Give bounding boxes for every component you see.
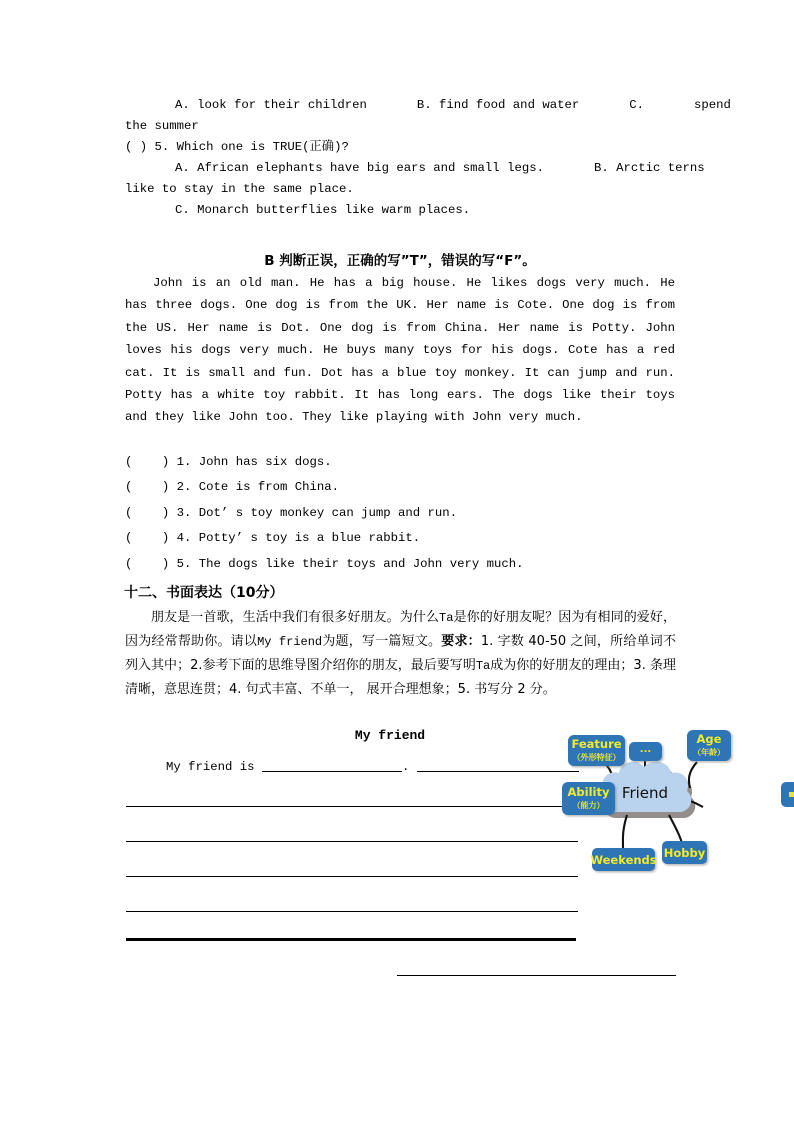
essay-starter-period: . <box>401 760 410 774</box>
q5-option-b: B. Arctic terns <box>593 161 705 175</box>
answer-line-1[interactable] <box>126 806 578 807</box>
mindmap-node-partial-right[interactable] <box>781 782 794 807</box>
passage-text: John is an old man. He has a big house. He likes dogs very much. He has three dogs. One dog is from the UK. Her name is Cote. One dog is from the US. Her name is Dot. One dog is from China. Her name is Potty. John loves his dogs very much. He buys many toys for his dogs. Cote has a red cat. It is small and fun. Dot has a blue toy monkey. It can jump and run. Potty has a white toy rabbit. It has long ears. The dogs like their toys and they like John too. They like playing with John very much. <box>125 276 675 425</box>
connector-age <box>689 762 697 788</box>
connector-weekends <box>623 815 627 848</box>
instruction-part-4: 1. 字数 40-50 之间，所给单词不列入其中；2.参考下面的思维导图介绍你的朋友，最后要写明 <box>125 634 676 673</box>
instruction-part-2: 是你的好朋友呢？因为有相同的爱好，因为经常帮助你。请以 <box>125 610 676 649</box>
multiple-choice-tail-block <box>125 95 731 221</box>
instruction-part-1: 朋友是一首歌，生活中我们有很多好朋友。为什么 <box>151 610 440 625</box>
writing-instructions <box>125 606 676 701</box>
mindmap-node-ability-en: Ability <box>567 785 610 799</box>
instruction-topic: My friend <box>257 635 323 649</box>
mc-option-c: C. <box>629 98 644 112</box>
q5-option-c: C. Monarch butterflies like warm places. <box>175 203 471 217</box>
question-5-stem: ( ) 5. Which one is TRUE(正确)? <box>125 140 349 154</box>
mindmap-node-age-en: Age <box>696 732 722 746</box>
instruction-part-5: 成为你的好朋友的理由；3. 条理清晰，意思连贯；4. 句式丰富、不单一， 展开合理想象；5. 书写分 2 分。 <box>125 658 676 697</box>
tf-question-3: ( ) 3. Dot’ s toy monkey can jump and run. <box>125 505 458 520</box>
question-5-options-row <box>125 158 705 179</box>
q5-option-a: A. African elephants have big ears and small legs. <box>175 161 544 175</box>
instruction-ta-2: Ta <box>475 659 491 673</box>
essay-blank-1[interactable] <box>262 771 402 772</box>
answer-line-3[interactable] <box>126 876 578 877</box>
answer-line-6[interactable] <box>397 975 676 976</box>
mc-option-continuation: the summer <box>125 119 199 133</box>
instruction-ta-1: Ta <box>439 611 454 625</box>
essay-title: My friend <box>354 728 426 743</box>
mindmap-diagram <box>557 728 794 928</box>
mc-options-row <box>125 95 731 116</box>
essay-blank-2[interactable] <box>417 771 579 772</box>
essay-starter-line <box>166 760 579 774</box>
mc-option-a: A. look for their children <box>175 98 367 112</box>
tf-question-4: ( ) 4. Potty’ s toy is a blue rabbit. <box>125 531 421 546</box>
answer-line-4[interactable] <box>126 911 578 912</box>
answer-line-5[interactable] <box>126 938 576 941</box>
mindmap-node-ability-cn: （能力） <box>572 801 605 810</box>
mindmap-center-label: Friend <box>621 784 669 802</box>
tf-question-5: ( ) 5. The dogs like their toys and John very much. <box>125 556 524 571</box>
mindmap-node-age-cn: （年龄） <box>693 748 725 757</box>
reading-passage <box>125 272 675 429</box>
mindmap-node-feature-cn: （外形特征） <box>572 753 621 762</box>
mindmap-node-weekends-label: Weekends <box>590 853 657 867</box>
instruction-part-3: 为题，写一篇短文。 <box>322 634 442 649</box>
section-twelve-heading: 十二、书面表达（10分） <box>124 585 284 601</box>
mindmap-node-feature-en: Feature <box>571 737 622 751</box>
writing-instructions-paragraph <box>125 606 676 701</box>
mindmap-node-hobby-label: Hobby <box>663 846 706 860</box>
answer-line-2[interactable] <box>126 841 578 842</box>
section-b-heading: B 判断正误，正确的写”T”，错误的写“F”。 <box>264 253 536 269</box>
true-false-question-list <box>125 450 675 577</box>
mc-option-b: B. find food and water <box>416 98 580 112</box>
tf-question-1: ( ) 1. John has six dogs. <box>125 455 332 469</box>
mindmap-node-ellipsis-label: ... <box>639 744 652 755</box>
q5-option-b-continuation: like to stay in the same place. <box>125 182 354 196</box>
mc-option-c-tail: spend <box>694 98 731 112</box>
tf-question-2: ( ) 2. Cote is from China. <box>125 480 340 495</box>
essay-starter-text: My friend is <box>166 760 255 774</box>
requirements-label: 要求： <box>441 634 481 649</box>
